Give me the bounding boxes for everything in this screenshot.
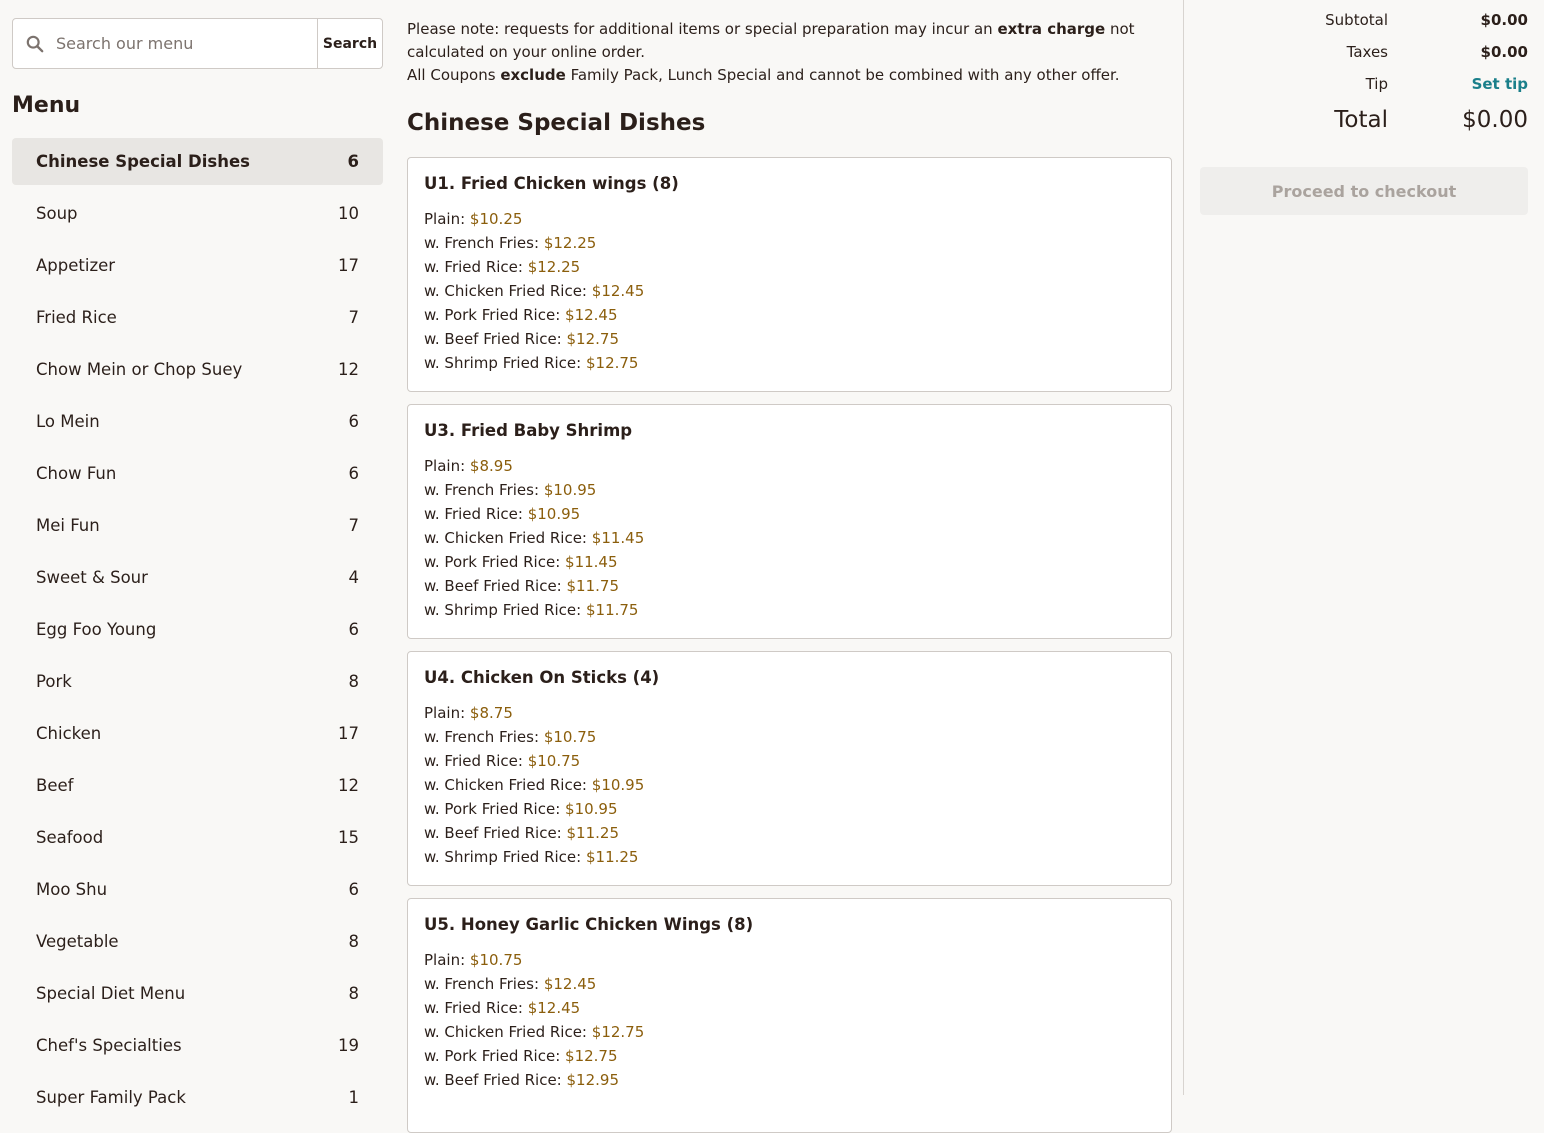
category-count: 10 (338, 204, 359, 223)
category-count: 7 (348, 516, 359, 535)
item-name: U4. Chicken On Sticks (4) (424, 668, 660, 687)
option-label: Plain: (424, 210, 466, 228)
option-label: w. Chicken Fried Rice: (424, 282, 587, 300)
category-label: Fried Rice (36, 308, 117, 327)
option-price: $12.25 (527, 258, 581, 276)
option-label: w. Shrimp Fried Rice: (424, 601, 582, 619)
price-option (424, 351, 1155, 375)
category-count: 12 (338, 360, 359, 379)
option-price: $10.25 (469, 210, 523, 228)
notice-text: Family Pack, Lunch Special and cannot be combined with any other offer. (565, 66, 1120, 84)
menu-heading: Menu (12, 93, 81, 118)
notice-bold: exclude (500, 66, 566, 84)
sidebar-category-item[interactable] (12, 138, 383, 185)
category-label: Chow Mein or Chop Suey (36, 360, 243, 379)
notice-bold: extra charge (997, 20, 1106, 38)
order-notice (407, 18, 1172, 87)
price-option (424, 231, 1155, 255)
search-input[interactable] (56, 34, 317, 53)
option-label: w. Pork Fried Rice: (424, 553, 561, 571)
category-count: 19 (338, 1036, 359, 1055)
category-label: Sweet & Sour (36, 568, 148, 587)
category-label: Pork (36, 672, 72, 691)
total-row (1200, 107, 1528, 133)
option-label: Plain: (424, 951, 466, 969)
subtotal-row (1200, 11, 1528, 29)
option-label: w. French Fries: (424, 234, 540, 252)
sidebar-category-item[interactable] (12, 970, 383, 1017)
notice-text: Please note: requests for additional items or special preparation may incur an (407, 20, 998, 38)
menu-item-card[interactable] (407, 157, 1172, 392)
option-label: w. Chicken Fried Rice: (424, 529, 587, 547)
option-label: w. Pork Fried Rice: (424, 1047, 561, 1065)
category-label: Mei Fun (36, 516, 100, 535)
option-price: $12.45 (565, 306, 618, 324)
category-count: 8 (348, 984, 359, 1003)
sidebar-category-item[interactable] (12, 502, 383, 549)
price-option (424, 574, 1155, 598)
total-label: Total (1334, 107, 1388, 133)
category-count: 6 (348, 620, 359, 639)
option-price: $11.45 (591, 529, 645, 547)
price-option (424, 773, 1155, 797)
set-tip-link[interactable]: Set tip (1471, 75, 1528, 93)
sidebar-category-item[interactable] (12, 814, 383, 861)
price-option (424, 598, 1155, 622)
category-label: Egg Foo Young (36, 620, 157, 639)
menu-item-card[interactable] (407, 404, 1172, 639)
option-price: $12.75 (585, 354, 639, 372)
sidebar-category-item[interactable] (12, 242, 383, 289)
option-label: w. French Fries: (424, 481, 540, 499)
sidebar-category-item[interactable] (12, 346, 383, 393)
category-label: Chicken (36, 724, 102, 743)
option-price: $12.45 (543, 975, 597, 993)
category-count: 6 (347, 152, 359, 171)
search-button[interactable]: Search (317, 19, 382, 68)
category-list (12, 138, 383, 1126)
tip-label: Tip (1365, 75, 1388, 93)
option-label: Plain: (424, 704, 466, 722)
option-price: $11.75 (585, 601, 639, 619)
option-price: $10.75 (527, 752, 581, 770)
price-option (424, 255, 1155, 279)
option-price: $12.75 (565, 1047, 618, 1065)
search-field (13, 19, 317, 68)
price-option (424, 303, 1155, 327)
category-count: 8 (348, 932, 359, 951)
option-label: w. Beef Fried Rice: (424, 330, 562, 348)
price-option (424, 948, 1155, 972)
sidebar-category-item[interactable] (12, 918, 383, 965)
option-price: $11.25 (566, 824, 620, 842)
taxes-row (1200, 43, 1528, 61)
sidebar-category-item[interactable] (12, 450, 383, 497)
search-box (12, 18, 383, 69)
category-count: 6 (348, 880, 359, 899)
sidebar-category-item[interactable] (12, 190, 383, 237)
option-price: $11.45 (565, 553, 618, 571)
cart-divider (1183, 0, 1184, 1095)
option-price: $10.75 (543, 728, 597, 746)
option-price: $12.45 (591, 282, 645, 300)
option-label: Plain: (424, 457, 466, 475)
option-label: w. Shrimp Fried Rice: (424, 354, 582, 372)
price-option (424, 749, 1155, 773)
sidebar-category-item[interactable] (12, 1022, 383, 1069)
category-label: Super Family Pack (36, 1088, 186, 1107)
category-count: 6 (348, 464, 359, 483)
checkout-button[interactable]: Proceed to checkout (1200, 167, 1528, 215)
price-option (424, 478, 1155, 502)
option-label: w. French Fries: (424, 975, 540, 993)
menu-sidebar (0, 0, 395, 1107)
menu-item-card[interactable] (407, 651, 1172, 886)
price-option (424, 701, 1155, 725)
option-price: $8.95 (469, 457, 513, 475)
sidebar-category-item[interactable] (12, 554, 383, 601)
category-count: 6 (348, 412, 359, 431)
option-label: w. Shrimp Fried Rice: (424, 848, 582, 866)
option-label: w. Pork Fried Rice: (424, 800, 561, 818)
price-option (424, 972, 1155, 996)
total-value: $0.00 (1462, 107, 1528, 133)
category-count: 1 (348, 1088, 359, 1107)
option-label: w. Fried Rice: (424, 999, 523, 1017)
item-name: U5. Honey Garlic Chicken Wings (8) (424, 915, 754, 934)
tip-row (1200, 75, 1528, 93)
taxes-label: Taxes (1346, 43, 1388, 61)
option-price: $10.95 (543, 481, 597, 499)
category-count: 15 (338, 828, 359, 847)
price-option (424, 502, 1155, 526)
sidebar-category-item[interactable] (12, 606, 383, 653)
item-name: U1. Fried Chicken wings (8) (424, 174, 679, 193)
category-label: Moo Shu (36, 880, 108, 899)
category-count: 8 (348, 672, 359, 691)
sidebar-category-item[interactable] (12, 398, 383, 445)
category-label: Special Diet Menu (36, 984, 186, 1003)
option-label: w. Pork Fried Rice: (424, 306, 561, 324)
price-option (424, 454, 1155, 478)
price-option (424, 797, 1155, 821)
price-option (424, 845, 1155, 869)
option-price: $10.95 (591, 776, 645, 794)
option-price: $12.45 (527, 999, 581, 1017)
category-count: 17 (338, 724, 359, 743)
category-label: Lo Mein (36, 412, 100, 431)
cart-panel (1200, 0, 1528, 1095)
option-label: w. Chicken Fried Rice: (424, 1023, 587, 1041)
option-label: w. Chicken Fried Rice: (424, 776, 587, 794)
option-price: $10.95 (527, 505, 581, 523)
category-label: Chow Fun (36, 464, 117, 483)
notice-text: All Coupons (407, 66, 501, 84)
option-price: $12.75 (591, 1023, 645, 1041)
price-option (424, 207, 1155, 231)
option-price: $8.75 (469, 704, 513, 722)
category-count: 4 (348, 568, 359, 587)
price-option (424, 327, 1155, 351)
price-option (424, 526, 1155, 550)
option-label: w. Fried Rice: (424, 505, 523, 523)
price-option (424, 550, 1155, 574)
option-price: $12.25 (543, 234, 597, 252)
price-option (424, 725, 1155, 749)
option-price: $12.75 (566, 330, 620, 348)
option-price: $12.95 (566, 1071, 620, 1089)
option-price: $11.75 (566, 577, 620, 595)
option-price: $10.95 (565, 800, 618, 818)
price-option (424, 996, 1155, 1020)
category-label: Chef's Specialties (36, 1036, 182, 1055)
sidebar-category-item[interactable] (12, 294, 383, 341)
category-count: 7 (348, 308, 359, 327)
price-option (424, 1044, 1155, 1068)
sidebar-category-item[interactable] (12, 1074, 383, 1121)
option-price: $11.25 (585, 848, 639, 866)
subtotal-value: $0.00 (1480, 11, 1528, 29)
sidebar-category-item[interactable] (12, 762, 383, 809)
item-name: U3. Fried Baby Shrimp (424, 421, 633, 440)
notice-text: not calculated on your online order. (407, 20, 1135, 61)
option-label: w. French Fries: (424, 728, 540, 746)
category-label: Beef (36, 776, 74, 795)
sidebar-category-item[interactable] (12, 866, 383, 913)
price-option (424, 1068, 1155, 1092)
price-option (424, 279, 1155, 303)
section-title: Chinese Special Dishes (407, 110, 706, 136)
category-label: Chinese Special Dishes (36, 152, 250, 171)
option-label: w. Beef Fried Rice: (424, 1071, 562, 1089)
sidebar-category-item[interactable] (12, 658, 383, 705)
category-label: Soup (36, 204, 78, 223)
option-label: w. Fried Rice: (424, 258, 523, 276)
category-count: 12 (338, 776, 359, 795)
taxes-value: $0.00 (1480, 43, 1528, 61)
sidebar-category-item[interactable] (12, 710, 383, 757)
menu-content (407, 0, 1172, 1095)
option-label: w. Beef Fried Rice: (424, 824, 562, 842)
option-price: $10.75 (469, 951, 523, 969)
category-count: 17 (338, 256, 359, 275)
price-option (424, 1020, 1155, 1044)
price-option (424, 821, 1155, 845)
option-label: w. Beef Fried Rice: (424, 577, 562, 595)
category-label: Appetizer (36, 256, 116, 275)
category-label: Vegetable (36, 932, 119, 951)
search-icon (26, 35, 44, 53)
option-label: w. Fried Rice: (424, 752, 523, 770)
category-label: Seafood (36, 828, 104, 847)
menu-item-card[interactable] (407, 898, 1172, 1133)
subtotal-label: Subtotal (1325, 11, 1388, 29)
